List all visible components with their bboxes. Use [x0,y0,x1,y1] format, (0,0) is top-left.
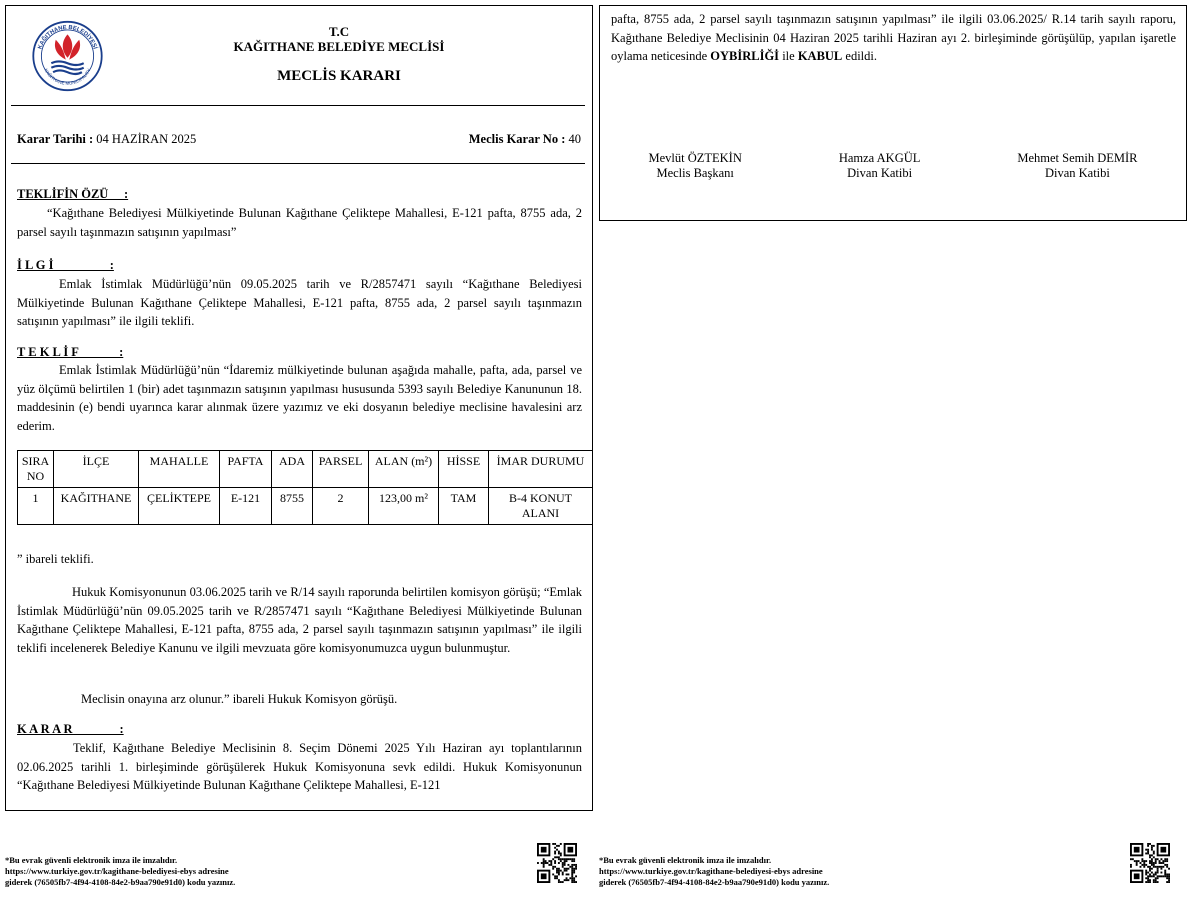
col-alan: ALAN (m²) [369,451,439,488]
signature-divan-katibi-1: Hamza AKGÜL Divan Katibi [838,151,921,180]
qr-code-icon [537,843,577,883]
document-header [6,6,592,107]
cell-hisse: TAM [439,488,489,525]
teklifin-ozu-text: “Kağıthane Belediyesi Mülkiyetinde Bulunan Kağıthane Çeliktepe Mahallesi, E-121 pafta, 8755 ada, 2 parsel sayılı taşınmazın satışının yapılması” [17,206,582,239]
oybirligi-label: OYBİRLİĞİ [710,49,780,63]
teklif-title: T E K L İ F : [17,345,124,359]
e-signature-footer-left: *Bu evrak güvenli elektronik imza ile imzalıdır. https://www.turkiye.gov.tr/kagithane-belediyesi-ebys adresine giderek (76505fb7-4f94-4108-84e2-b9aa790e91d0) kodu yazınız. [5,855,236,887]
cell-pafta: E-121 [220,488,272,525]
signature-divan-katibi-2: Mehmet Semih DEMİR Divan Katibi [1017,151,1138,180]
decision-meta [17,132,581,147]
kabul-label: KABUL [797,49,843,63]
svg-text:KAĞITHANE MUNICIPALITY: KAĞITHANE MUNICIPALITY [43,67,92,86]
meta-divider [11,163,585,164]
e-signature-footer-right: *Bu evrak güvenli elektronik imza ile imzalıdır. https://www.turkiye.gov.tr/kagithane-belediyesi-ebys adresine giderek (76505fb7-4f94-4108-84e2-b9aa790e91d0) kodu yazınız. [599,855,830,887]
cell-ilce: KAĞITHANE [54,488,139,525]
document-title: MECLİS KARARI [277,68,401,84]
property-table [17,450,593,525]
komisyon-closing: Meclisin onayına arz olunur.” ibareli Hukuk Komisyon görüşü. [81,692,398,706]
cell-ada: 8755 [272,488,313,525]
verification-link[interactable]: https://www.turkiye.gov.tr/kagithane-belediyesi-ebys adresine [599,866,823,876]
col-ilce: İLÇE [54,451,139,488]
col-imar-durumu: İMAR DURUMU [489,451,593,488]
karar-text: Teklif, Kağıthane Belediye Meclisinin 8. Seçim Dönemi 2025 Yılı Haziran ayı toplantılarının 02.06.2025 tarihli 1. birleşiminde görüşülerek Hukuk Komisyonuna sevk edildi. Hukuk Komisyonunun “Kağıthane Belediyesi Mülkiyetinde Bulunan Kağıthane Çeliktepe Mahallesi, E-121 [17,741,582,792]
teklifin-ozu-title: TEKLİFİN ÖZÜ : [17,187,129,201]
signature-block [600,151,1186,181]
cell-parsel: 2 [313,488,369,525]
decision-date: Karar Tarihi : 04 HAZİRAN 2025 [17,132,197,146]
cell-alan: 123,00 m² [369,488,439,525]
svg-text:KAĞITHANE BELEDİYESİ: KAĞITHANE BELEDİYESİ [37,24,98,50]
komisyon-text: Hukuk Komisyonunun 03.06.2025 tarih ve R/14 sayılı raporunda belirtilen komisyon görüşü; “Emlak İstimlak Müdürlüğü’nün 09.05.2025 tarih ve R/2857471 sayılı “Kağıthane Belediyesi Mülkiyetinde Bulunan Kağıthane Çeliktepe Mahallesi, E-121 pafta, 8755 ada, 2 parsel sayılı taşınmazın satışının yapılması” ile ilgili teklifi incelenerek Belediye Kanunu ve ilgili mevzuata göre komisyonumuzca uygun bulunmuştur. [17,585,582,655]
document-page-1 [5,5,593,811]
col-ada: ADA [272,451,313,488]
qr-code-icon [1130,843,1170,883]
header-tc: T.C [328,24,350,39]
municipality-logo [28,20,107,92]
cell-imar-durumu: B-4 KONUT ALANI [489,488,593,525]
karar-title: K A R A R : [17,722,124,736]
cell-sira-no: 1 [18,488,54,525]
decision-number: Meclis Karar No : 40 [468,132,581,146]
col-pafta: PAFTA [220,451,272,488]
col-hisse: HİSSE [439,451,489,488]
cell-mahalle: ÇELİKTEPE [139,488,220,525]
verification-link[interactable]: https://www.turkiye.gov.tr/kagithane-belediyesi-ebys adresine [5,866,229,876]
ibareli-text: ” ibareli teklifi. [17,552,94,566]
ilgi-text: Emlak İstimlak Müdürlüğü’nün 09.05.2025 tarih ve R/2857471 sayılı “Kağıthane Belediyesi Mülkiyetinde Bulunan Kağıthane Çeliktepe Mahallesi, E-121 pafta, 8755 ada, 2 parsel sayılı taşınmazın satışının yapılması” ile ilgili teklifi. [17,277,582,328]
karar-continuation: pafta, 8755 ada, 2 parsel sayılı taşınmazın satışının yapılması” ile ilgili 03.06.2025/ R.14 tarih sayılı raporu, Kağıthane Belediye Meclisinin 04 Haziran 2025 tarihli Haziran ayı 2. birleşiminde görüşülüp, yapılan işaretle oylama neticesinde OYBİRLİĞİ ile KABUL edildi. [611,12,1176,63]
table-row [18,488,593,525]
teklif-text: Emlak İstimlak Müdürlüğü’nün “İdaremiz mülkiyetinde bulunan aşağıda mahalle, pafta, ada, parsel ve yüz ölçümü belirtilen 1 (bir) adet taşınmazın satışının yapılması hususunda 5393 sayılı Belediye Kanununun 18. maddesinin (e) bendi uyarınca karar alınmak üzere yazımız ve eki dosyanın belediye meclisine havalesini arz ederim. [17,363,582,433]
ilgi-title: İ L G İ : [17,258,114,272]
header-council-name: KAĞITHANE BELEDİYE MECLİSİ [233,39,445,54]
col-sira-no: SIRA NO [18,451,54,488]
document-page-2 [599,5,1187,221]
table-header-row [18,451,593,488]
col-mahalle: MAHALLE [139,451,220,488]
col-parsel: PARSEL [313,451,369,488]
header-divider [11,105,585,106]
signature-meclis-baskani: Mevlüt ÖZTEKİN Meclis Başkanı [648,151,742,180]
